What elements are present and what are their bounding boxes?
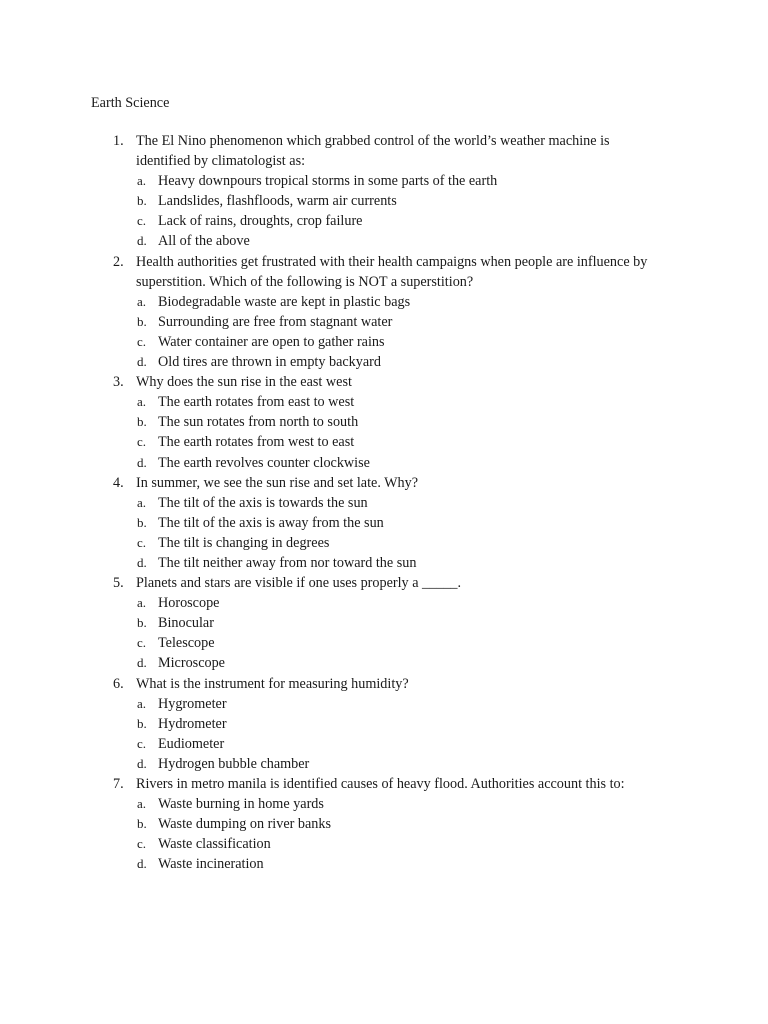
answer-option bbox=[0, 734, 768, 754]
answer-option bbox=[0, 533, 768, 553]
option-text: The tilt is changing in degrees bbox=[158, 534, 330, 551]
option-text: Eudiometer bbox=[158, 735, 225, 752]
option-letter: d. bbox=[137, 554, 147, 570]
option-text: Binocular bbox=[158, 615, 214, 632]
answer-option bbox=[0, 231, 768, 251]
option-text: The tilt of the axis is away from the sun bbox=[158, 514, 384, 531]
option-text: Biodegradable waste are kept in plastic bags bbox=[158, 293, 411, 310]
option-text: Waste dumping on river banks bbox=[158, 816, 332, 833]
option-letter: d. bbox=[137, 233, 147, 249]
answer-option bbox=[0, 854, 768, 874]
answer-option bbox=[0, 191, 768, 211]
answer-option bbox=[0, 714, 768, 734]
answer-options bbox=[0, 593, 768, 673]
answer-option bbox=[0, 453, 768, 473]
option-text: All of the above bbox=[158, 233, 250, 250]
option-text: Waste burning in home yards bbox=[158, 796, 324, 813]
answer-option bbox=[0, 493, 768, 513]
question-item bbox=[0, 473, 768, 573]
document-title: Earth Science bbox=[91, 95, 170, 111]
answer-option bbox=[0, 553, 768, 573]
option-text: The earth rotates from west to east bbox=[158, 434, 355, 451]
option-letter: d. bbox=[137, 354, 147, 370]
option-text: Telescope bbox=[158, 635, 215, 652]
option-letter: c. bbox=[137, 836, 147, 852]
option-letter: d. bbox=[137, 655, 147, 671]
question-number: 6. bbox=[113, 675, 124, 692]
question-number: 5. bbox=[113, 575, 124, 592]
option-text: Water container are open to gather rains bbox=[158, 333, 385, 350]
question-number: 2. bbox=[113, 253, 124, 270]
answer-options bbox=[0, 292, 768, 372]
question-number: 3. bbox=[113, 374, 124, 391]
question-text: Rivers in metro manila is identified causes of heavy flood. Authorities account this to: bbox=[136, 776, 625, 792]
option-letter: b. bbox=[137, 414, 147, 430]
option-text: The tilt neither away from nor toward the sun bbox=[158, 554, 417, 571]
option-letter: a. bbox=[137, 293, 147, 309]
option-letter: c. bbox=[137, 534, 147, 550]
answer-option bbox=[0, 653, 768, 673]
answer-option bbox=[0, 513, 768, 533]
question-number: 4. bbox=[113, 474, 124, 491]
answer-options bbox=[0, 694, 768, 774]
option-text: Surrounding are free from stagnant water bbox=[158, 313, 393, 330]
option-letter: a. bbox=[137, 494, 147, 510]
option-text: Old tires are thrown in empty backyard bbox=[158, 354, 381, 371]
option-text: Hygrometer bbox=[158, 695, 227, 712]
answer-option bbox=[0, 292, 768, 312]
answer-option bbox=[0, 754, 768, 774]
answer-options bbox=[0, 493, 768, 573]
option-text: Hydrometer bbox=[158, 715, 227, 732]
option-text: Heavy downpours tropical storms in some parts of the earth bbox=[158, 173, 498, 190]
answer-option bbox=[0, 814, 768, 834]
option-letter: c. bbox=[137, 333, 147, 349]
question-item bbox=[0, 131, 768, 252]
option-letter: b. bbox=[137, 514, 147, 530]
option-letter: a. bbox=[137, 394, 147, 410]
answer-option bbox=[0, 332, 768, 352]
question-number: 1. bbox=[113, 133, 124, 149]
answer-option bbox=[0, 312, 768, 332]
option-text: Microscope bbox=[158, 655, 225, 672]
answer-option bbox=[0, 171, 768, 191]
option-text: The earth rotates from east to west bbox=[158, 394, 355, 411]
option-letter: d. bbox=[137, 454, 147, 470]
option-letter: c. bbox=[137, 434, 147, 450]
option-letter: c. bbox=[137, 213, 147, 229]
answer-option bbox=[0, 392, 768, 412]
option-letter: b. bbox=[137, 313, 147, 329]
answer-option bbox=[0, 593, 768, 613]
option-letter: b. bbox=[137, 193, 147, 209]
option-text: Waste incineration bbox=[158, 856, 264, 873]
option-letter: b. bbox=[137, 615, 147, 631]
question-item bbox=[0, 252, 768, 373]
option-letter: a. bbox=[137, 595, 147, 611]
option-letter: a. bbox=[137, 796, 147, 812]
question-list bbox=[0, 131, 768, 874]
question-item bbox=[0, 573, 768, 673]
answer-option bbox=[0, 633, 768, 653]
option-letter: c. bbox=[137, 635, 147, 651]
option-text: Landslides, flashfloods, warm air currents bbox=[158, 193, 397, 210]
option-text: Lack of rains, droughts, crop failure bbox=[158, 213, 363, 230]
question-item bbox=[0, 774, 768, 874]
answer-option bbox=[0, 211, 768, 231]
option-letter: d. bbox=[137, 755, 147, 771]
option-letter: c. bbox=[137, 735, 147, 751]
option-text: The tilt of the axis is towards the sun bbox=[158, 494, 368, 511]
question-item bbox=[0, 674, 768, 774]
answer-options bbox=[0, 794, 768, 874]
option-text: Waste classification bbox=[158, 836, 271, 853]
question-text: What is the instrument for measuring humidity? bbox=[136, 675, 409, 692]
question-item bbox=[0, 372, 768, 472]
answer-option bbox=[0, 432, 768, 452]
option-letter: a. bbox=[137, 695, 147, 711]
option-letter: a. bbox=[137, 173, 147, 189]
answer-option bbox=[0, 352, 768, 372]
option-text: Hydrogen bubble chamber bbox=[158, 755, 310, 772]
answer-options bbox=[0, 171, 768, 251]
answer-option bbox=[0, 412, 768, 432]
option-letter: b. bbox=[137, 715, 147, 731]
question-text: In summer, we see the sun rise and set late. Why? bbox=[136, 474, 419, 491]
answer-option bbox=[0, 694, 768, 714]
option-text: Horoscope bbox=[158, 595, 220, 612]
answer-option bbox=[0, 794, 768, 814]
question-text: Planets and stars are visible if one uses properly a _____. bbox=[136, 575, 462, 592]
question-text: The El Nino phenomenon which grabbed control of the world’s weather machine is identified by climatologist as: bbox=[136, 133, 610, 170]
option-text: The earth revolves counter clockwise bbox=[158, 454, 370, 471]
question-number: 7. bbox=[113, 776, 124, 792]
answer-option bbox=[0, 834, 768, 854]
question-text: Why does the sun rise in the east west bbox=[136, 374, 352, 391]
option-letter: b. bbox=[137, 816, 147, 832]
answer-options bbox=[0, 392, 768, 472]
question-text: Health authorities get frustrated with their health campaigns when people are influence by superstition. Which of the following is NOT a superstition? bbox=[136, 253, 648, 290]
option-text: The sun rotates from north to south bbox=[158, 414, 359, 431]
option-letter: d. bbox=[137, 856, 147, 872]
answer-option bbox=[0, 613, 768, 633]
